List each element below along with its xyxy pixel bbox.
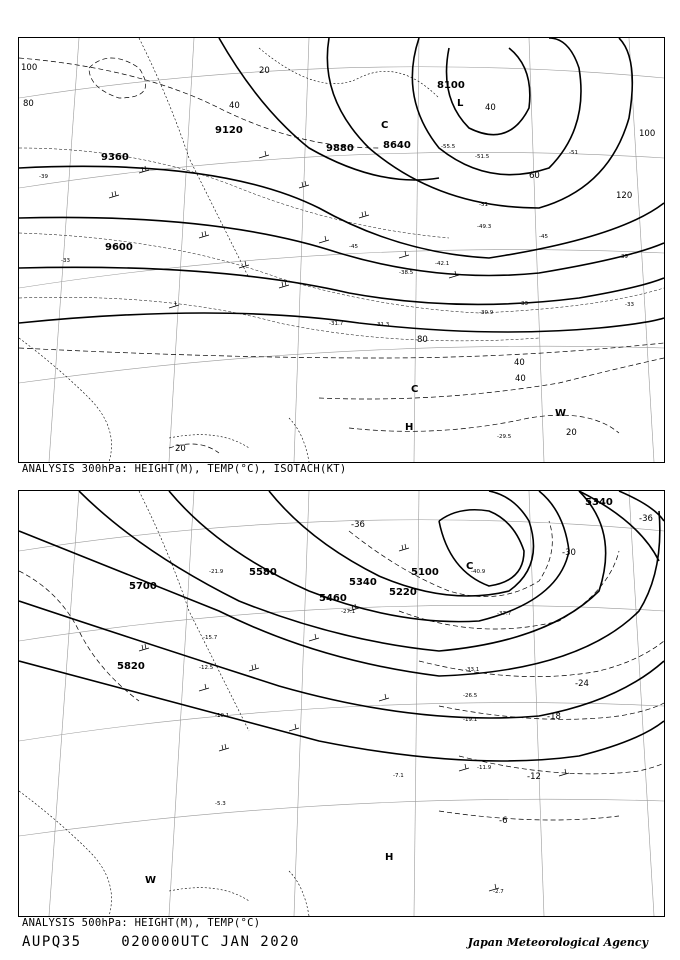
height-label: 8100 [437,80,465,91]
temp-contour-label: -12 [527,772,541,782]
low-center-marker: L [457,98,464,109]
temp-label: -40.9 [471,569,486,575]
temp-label: -42.1 [435,261,450,267]
temp-label: -49.3 [477,224,492,230]
isotachs [19,58,664,453]
temp-label: -11.9 [477,765,492,771]
temp-label: -51.5 [475,154,490,160]
height-labels-300 [101,80,465,253]
temp-contour-label: -6 [499,816,508,826]
isotach-label: 100 [639,129,656,139]
temp-label: -29.5 [497,434,512,440]
temp-label: -37.7 [497,611,512,617]
temp-label: -55.5 [441,144,456,150]
height-label: 9880 [326,143,354,154]
temp-label: -26.5 [463,693,478,699]
temp-label: -10.1 [215,713,230,719]
isotach-label: 20 [566,428,577,438]
isotach-label: 80 [23,99,34,109]
isotach-label: 40 [514,358,525,368]
temp-label: -51 [479,202,488,208]
chart-code: AUPQ35 [22,934,82,950]
map-300hpa-caption: ANALYSIS 300hPa: HEIGHT(M), TEMP(°C), ISOTACH(KT) [22,463,347,475]
isotach-label: 20 [259,66,270,76]
temp-label: -51 [569,150,578,156]
temp-labels-300 [39,144,634,440]
height-label: 5460 [319,593,347,604]
height-label: 5700 [129,581,157,592]
temp-label: -19.1 [463,717,478,723]
height-label: 5340 [349,577,377,588]
temp-label: -31.3 [375,322,390,328]
cold-center-marker: C [466,561,474,572]
map-500hpa-caption: ANALYSIS 500hPa: HEIGHT(M), TEMP(°C) [22,917,261,929]
height-labels-500 [117,497,613,672]
temp-contour-label: -30 [562,548,576,558]
isotach-label: 20 [175,444,186,454]
coastlines [19,491,309,916]
height-label: 5580 [249,567,277,578]
agency-name: Japan Meteorological Agency [467,936,648,949]
temp-label: -2.7 [493,889,504,895]
height-label: 5100 [411,567,439,578]
temp-label: -33 [61,258,70,264]
map-300hpa-canvas [19,38,664,462]
height-label: 5820 [117,661,145,672]
isotach-label: 60 [529,171,540,181]
height-label: 9600 [105,242,133,253]
temp-label: -31.7 [329,321,344,327]
temp-contour-label: -36 [639,514,653,524]
isotherms [19,521,664,820]
valid-time: 020000UTC JAN 2020 [121,934,301,950]
temp-label: -45 [349,244,358,250]
temp-label: -33 [519,301,528,307]
cold-center-marker: C [381,120,389,131]
isotach-label: 40 [515,374,526,384]
temp-label: -5.3 [215,801,226,807]
isotach-label: 40 [229,101,240,111]
height-contours [19,491,664,761]
warm-center-marker: W [555,408,567,419]
height-label: 5340 [585,497,613,508]
height-label: 9120 [215,125,243,136]
temp-label: -21.9 [209,569,224,575]
height-label: 8640 [383,140,411,151]
temp-label: -39 [39,174,48,180]
temp-label: -33.1 [465,667,480,673]
temp-label: -39 [619,254,628,260]
temp-label: -7.1 [393,773,404,779]
temp-contour-label: -24 [575,679,589,689]
cold-center-marker: C [411,384,419,395]
temp-label: -12.5 [199,665,214,671]
high-center-marker: H [385,852,394,863]
temp-label: -33 [625,302,634,308]
isotach-labels-300 [21,63,655,454]
map-500hpa [18,490,665,917]
warm-center-marker: W [145,875,157,886]
isotach-label: 40 [485,103,496,113]
height-contours [19,38,664,332]
temp-label: -45 [539,234,548,240]
temp-labels-500 [199,569,512,895]
height-label: 5220 [389,587,417,598]
pressure-centers-500 [145,561,473,886]
isotach-label: 100 [21,63,38,73]
map-500hpa-canvas [19,491,664,916]
high-center-marker: H [405,422,414,433]
map-300hpa [18,37,665,463]
chart-identifier [22,934,300,950]
temp-label: -30.9 [479,310,494,316]
temp-contour-label: -18 [547,712,561,722]
isotach-label: 80 [417,335,428,345]
temp-label: -15.7 [203,635,218,641]
height-label: 9360 [101,152,129,163]
temp-label: -27.1 [341,609,356,615]
temp-contour-label: -36 [351,520,365,530]
temp-label: -38.5 [399,270,414,276]
isotach-label: 120 [616,191,633,201]
